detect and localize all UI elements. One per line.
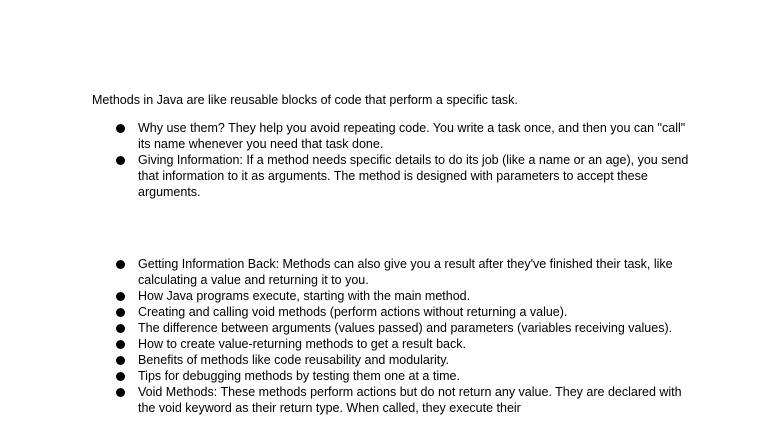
- list-item-text: How Java programs execute, starting with the main method.: [138, 289, 471, 303]
- bullet-icon: [116, 124, 125, 133]
- list-item-text: Why use them? They help you avoid repeating code. You write a task once, and then you can "call" its name whenever you need that task done.: [138, 121, 686, 151]
- list-item-text: Creating and calling void methods (perform actions without returning a value).: [138, 305, 568, 319]
- bullet-icon: [116, 308, 125, 317]
- bullet-list-top: [0, 120, 698, 200]
- list-item: [0, 352, 698, 368]
- list-item: [0, 288, 698, 304]
- intro-paragraph: Methods in Java are like reusable blocks of code that perform a specific task.: [92, 93, 518, 107]
- list-item-text: Giving Information: If a method needs specific details to do its job (like a name or an age), you send that information to it as arguments. The method is designed with parameters to accept these arguments.: [138, 153, 689, 199]
- bullet-icon: [116, 260, 125, 269]
- bullet-icon: [116, 388, 125, 397]
- bullet-icon: [116, 324, 125, 333]
- bullet-icon: [116, 340, 125, 349]
- list-item: [0, 368, 698, 384]
- list-item: [0, 336, 698, 352]
- bullet-icon: [116, 292, 125, 301]
- list-item-text: Benefits of methods like code reusability and modularity.: [138, 353, 450, 367]
- bullet-list-bottom: [0, 256, 698, 416]
- list-item: [0, 304, 698, 320]
- list-item-text: Getting Information Back: Methods can also give you a result after they've finished their task, like calculating a value and returning it to you.: [138, 257, 673, 287]
- list-item: [0, 384, 698, 416]
- list-item-text: The difference between arguments (values passed) and parameters (variables receiving values).: [138, 321, 673, 335]
- list-item-text: How to create value-returning methods to get a result back.: [138, 337, 466, 351]
- list-item-text: Void Methods: These methods perform actions but do not return any value. They are declared with the void keyword as their return type. When called, they execute their: [138, 385, 682, 415]
- list-item: [0, 256, 698, 288]
- list-item: [0, 152, 698, 200]
- list-item: [0, 120, 698, 152]
- bullet-icon: [116, 156, 125, 165]
- bullet-icon: [116, 372, 125, 381]
- bullet-icon: [116, 356, 125, 365]
- list-item: [0, 320, 698, 336]
- list-item-text: Tips for debugging methods by testing them one at a time.: [138, 369, 460, 383]
